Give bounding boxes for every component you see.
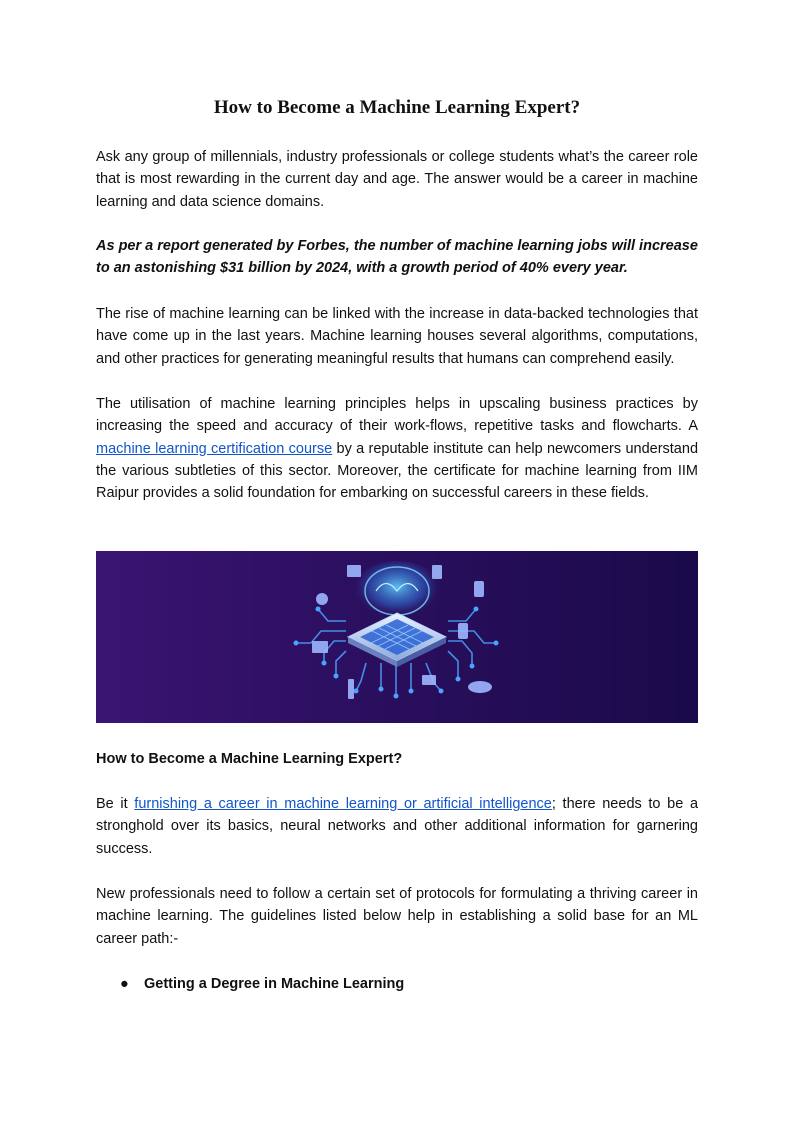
utilisation-text-after: by a reputable institute can help newcomers understand the various subtleties of this sector. Moreover, the certificate for machine learning from IIM Raipur provides a solid foundation for embarking on successful careers in these fields.	[96, 440, 699, 502]
ml-chip-illustration	[96, 551, 698, 723]
utilisation-paragraph	[96, 393, 698, 504]
career-ml-ai-link[interactable]: furnishing a career in machine learning or artificial intelligence	[134, 796, 552, 812]
furnishing-text-after: ; there needs to be a stronghold over its basics, neural networks and other additional information for garnering success.	[96, 796, 699, 857]
protocols-paragraph: New professionals need to follow a certain set of protocols for formulating a thriving career in machine learning. The guidelines listed below help in establishing a solid base for an ML career path:-	[96, 886, 698, 947]
section-heading: How to Become a Machine Learning Expert?	[96, 751, 403, 767]
utilisation-text-before: The utilisation of machine learning principles helps in upscaling business practices by increasing the speed and accuracy of their work-flows, repetitive tasks and flowcharts. A	[96, 396, 698, 435]
bullet-icon: ●	[120, 976, 129, 992]
ml-hero-image	[96, 551, 698, 723]
furnishing-paragraph	[96, 793, 698, 860]
bullet-label: Getting a Degree in Machine Learning	[144, 976, 405, 992]
rise-paragraph: The rise of machine learning can be linked with the increase in data-backed technologies that have come up in the last years. Machine learning houses several algorithms, computations, and other practices for generating meaningful results that humans can comprehend easily.	[96, 306, 698, 367]
forbes-stat-paragraph: As per a report generated by Forbes, the number of machine learning jobs will increase to an astonishing $31 billion by 2024, with a growth period of 40% every year.	[96, 238, 698, 277]
furnishing-text-before: Be it	[96, 796, 135, 812]
page-title: How to Become a Machine Learning Expert?	[213, 97, 581, 118]
intro-paragraph: Ask any group of millennials, industry professionals or college students what’s the career role that is most rewarding in the current day and age. The answer would be a career in machine learning and data science domains.	[96, 149, 698, 210]
list-item	[120, 973, 404, 995]
certification-course-link[interactable]: machine learning certification course	[96, 440, 333, 457]
